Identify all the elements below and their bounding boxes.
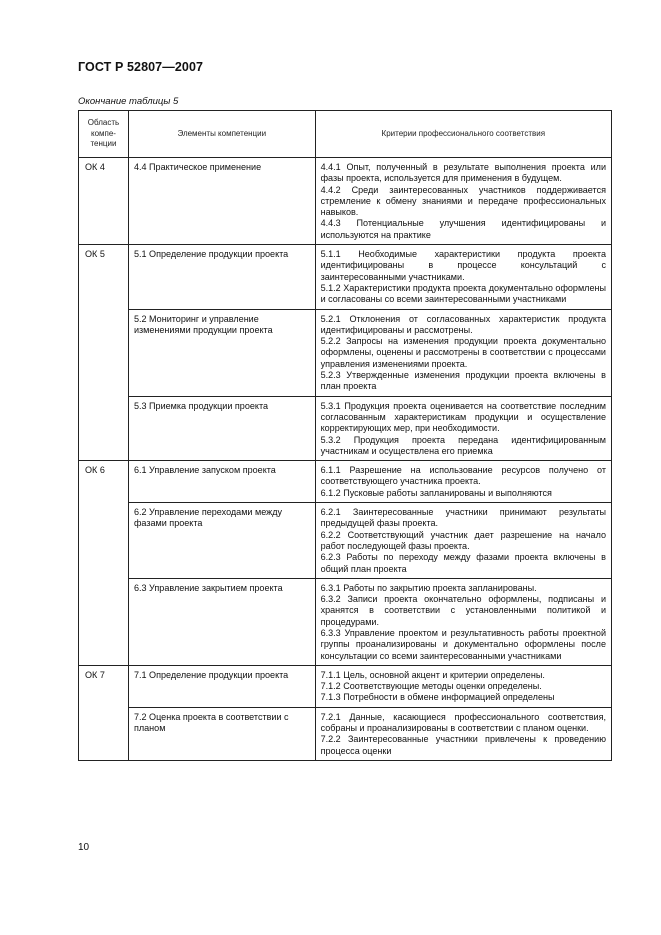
table-row [79,578,612,665]
table-row [79,461,612,503]
table-row [79,158,612,245]
element-cell: 7.1 Определение продукции проекта [128,665,315,707]
element-cell: 7.2 Оценка проекта в соответствии с планом [128,707,315,760]
criterion: 4.4.3 Потенциальные улучшения идентифицированы и используются на практике [320,218,606,240]
criterion: 6.2.1 Заинтересованные участники принимают результаты предыдущей фазы проекта. [320,507,606,529]
element-cell: 4.4 Практическое применение [128,158,315,245]
document-header: ГОСТ Р 52807—2007 [78,60,204,74]
criterion: 5.1.1 Необходимые характеристики продукта проекта идентифицированы в процессе консультаций с заинтересованными участниками. [320,249,606,282]
criterion: 7.2.1 Данные, касающиеся профессионального соответствия, собраны и проанализированы в соответствии с планом оценки. [320,711,606,734]
area-cell: ОК 4 [79,158,129,245]
criterion: 6.2.2 Соответствующий участник дает разрешение на начало работ последующей фазы проекта. [320,529,606,551]
criterion: 4.4.2 Среди заинтересованных участников поддерживается стремление к обмену знаниями и передаче профессиональных навыков. [320,184,606,218]
header-area: Область компе-тенции [79,111,129,158]
area-cell: ОК 7 [79,665,129,760]
criterion: 5.3.2 Продукция проекта передана идентифицированным участникам и осуществлена его приемка [320,434,606,456]
criterion: 6.3.2 Записи проекта окончательно оформлены, подписаны и хранятся в соответствии с установленными политикой и процедурами. [320,594,606,627]
criterion: 6.3.1 Работы по закрытию проекта запланированы. [320,582,537,593]
page-number: 10 [78,842,90,853]
criterion: 6.3.3 Управление проектом и результативность работы проектной группы проанализированы и документально оформлены после консультации со всеми заинтересованными участниками [320,627,606,661]
criteria-cell [315,309,611,396]
table-row [79,309,612,396]
criterion: 5.3.1 Продукция проекта оценивается на соответствие последним согласованным характеристикам продукции и осуществление корректирующих мер, при необходимости. [320,400,606,434]
criterion: 6.2.3 Работы по переходу между фазами проекта включены в общий план проекта [320,552,606,574]
criterion: 5.2.2 Запросы на изменения продукции проекта документально оформлены, оценены и рассмотрены в соответствии с процессами управления изменениями проекта. [320,336,606,369]
criterion: 5.1.2 Характеристики продукта проекта документально оформлены и согласованы со всеми заинтересованными участниками [320,282,606,305]
criteria-cell [315,461,611,503]
criterion: 5.2.1 Отклонения от согласованных характеристик продукта идентифицированы и рассмотрены. [320,313,606,335]
table-row [79,245,612,309]
criteria-cell [315,245,611,309]
element-cell: 5.2 Мониторинг и управление изменениями продукции проекта [128,309,315,396]
table-caption: Окончание таблицы 5 [78,96,179,107]
criteria-cell [315,396,611,460]
criterion: 7.1.3 Потребности в обмене информацией определены [320,692,555,703]
criterion: 7.1.1 Цель, основной акцент и критерии определены. [320,669,545,680]
table-row [79,396,612,460]
table-row [79,503,612,579]
table-header-row [79,111,612,158]
criterion: 6.1.1 Разрешение на использование ресурсов получено от соответствующего участника проекта. [320,465,606,487]
area-cell: ОК 5 [79,245,129,461]
criteria-cell [315,503,611,579]
header-criteria: Критерии профессионального соответствия [315,111,611,158]
criterion: 5.2.3 Утвержденные изменения продукции проекта включены в план проекта [320,370,606,392]
competence-table [78,110,612,761]
criteria-cell [315,158,611,245]
element-cell: 6.2 Управление переходами между фазами проекта [128,503,315,579]
criterion: 7.2.2 Заинтересованные участники привлечены к проведению процесса оценки [320,734,606,756]
table-row [79,707,612,760]
criterion: 7.1.2 Соответствующие методы оценки определены. [320,681,542,692]
criterion: 4.4.1 Опыт, полученный в результате выполнения проекта или фазы проекта, используется для применения в будущем. [320,162,606,184]
element-cell: 5.3 Приемка продукции проекта [128,396,315,460]
table-row [79,665,612,707]
element-cell: 6.1 Управление запуском проекта [128,461,315,503]
table-body [79,158,612,761]
header-elements: Элементы компетенции [128,111,315,158]
criteria-cell [315,578,611,665]
criterion: 6.1.2 Пусковые работы запланированы и выполняются [320,487,552,498]
area-cell: ОК 6 [79,461,129,666]
criteria-cell [315,665,611,707]
criteria-cell [315,707,611,760]
element-cell: 6.3 Управление закрытием проекта [128,578,315,665]
element-cell: 5.1 Определение продукции проекта [128,245,315,309]
